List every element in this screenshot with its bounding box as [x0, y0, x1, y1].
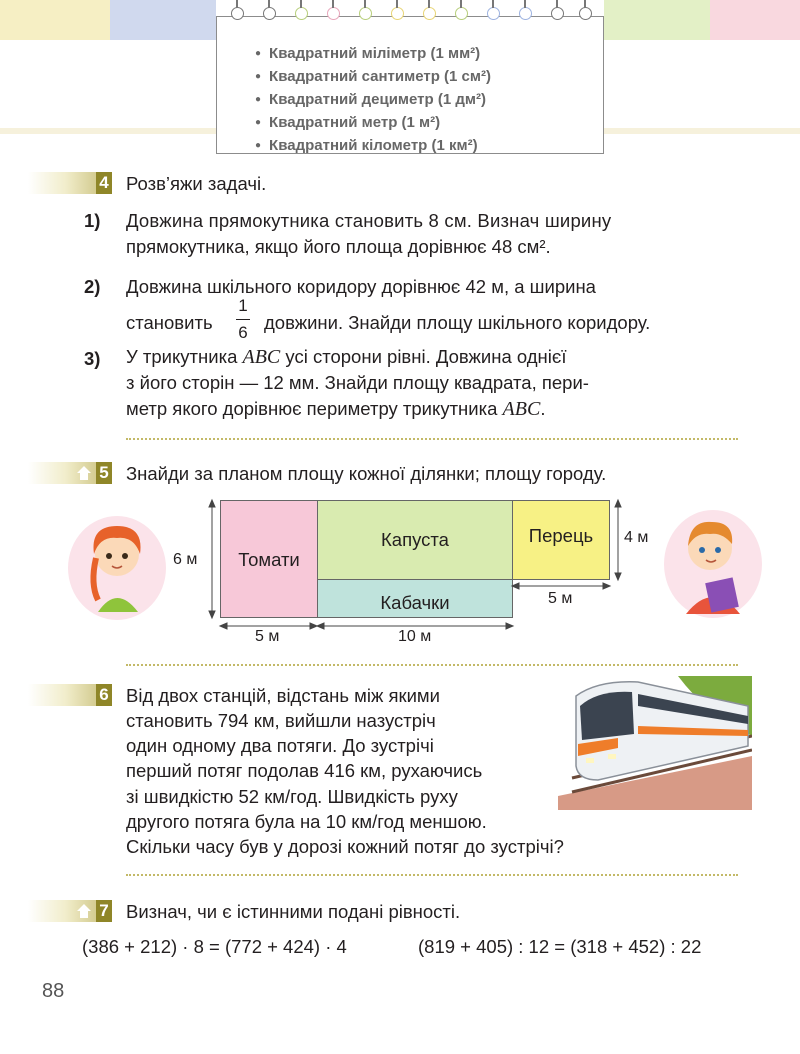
header-stripe — [710, 0, 800, 40]
task-text: Довжина прямокутника становить 8 см. Визнач ширину — [126, 210, 612, 231]
girl-illustration — [68, 504, 166, 620]
spiral-ring — [455, 7, 468, 20]
subtask-number: 3) — [84, 348, 101, 369]
task-text-part: метр якого дорівнює периметру трикутника — [126, 398, 498, 419]
section-divider — [126, 874, 738, 876]
unit-item: ● Квадратний сантиметр (1 см²) — [255, 66, 491, 89]
header-stripe — [604, 0, 710, 40]
task-text-part: У трикутника — [126, 346, 238, 367]
dimension-label: 5 м — [548, 590, 573, 607]
equation: (819 + 405) : 12 = (318 + 452) : 22 — [418, 936, 702, 957]
page-number: 88 — [42, 980, 65, 1002]
task-text — [126, 346, 566, 369]
fraction-denominator: 6 — [238, 323, 248, 343]
task-text: Довжина шкільного коридору дорівнює 42 м, а ширина — [126, 276, 596, 297]
task-title: Розв’яжи задачі. — [126, 173, 267, 194]
boy-illustration — [664, 502, 762, 618]
home-icon — [76, 465, 92, 481]
triangle-name: ABC — [242, 346, 281, 368]
fraction-bar — [236, 319, 250, 320]
task-text: перший потяг подолав 416 км, рухаючись — [126, 760, 483, 781]
fraction-numerator: 1 — [238, 296, 248, 315]
dimension-label: 4 м — [624, 529, 649, 546]
task-text — [126, 398, 545, 421]
section-divider — [126, 664, 738, 666]
spiral-ring — [519, 7, 532, 20]
home-icon — [76, 903, 92, 919]
spiral-ring — [359, 7, 372, 20]
task-text: Скільки часу був у дорозі кожний потяг до зустрічі? — [126, 836, 564, 857]
dimension-label: 10 м — [398, 628, 432, 645]
unit-item: ● Квадратний міліметр (1 мм²) — [255, 43, 491, 66]
dimension-lines — [200, 496, 630, 636]
header-stripe — [110, 0, 216, 40]
task-text-part: усі сторони рівні. Довжина однієї — [285, 346, 567, 367]
unit-item: ● Квадратний метр (1 м²) — [255, 112, 491, 135]
task-title: Знайди за планом площу кожної ділянки; площу городу. — [126, 463, 607, 484]
spiral-ring — [487, 7, 500, 20]
section-divider — [126, 438, 738, 440]
task-text: Від двох станцій, відстань між якими — [126, 685, 440, 706]
task-badge — [28, 684, 112, 706]
plot-label: Кабачки — [380, 592, 450, 613]
spiral-ring — [295, 7, 308, 20]
spiral-ring — [551, 7, 564, 20]
task-text: з його сторін — 12 мм. Знайди площу квадрата, пери- — [126, 372, 589, 393]
task-number: 7 — [96, 900, 112, 922]
dimension-label: 5 м — [255, 628, 280, 645]
task-text: другого потяга була на 10 км/год меншою. — [126, 811, 487, 832]
task-badge — [28, 900, 112, 922]
task-text: один одному два потяги. До зустрічі — [126, 735, 434, 756]
task-badge — [28, 462, 112, 484]
plot-label: Томати — [238, 549, 300, 570]
dimension-label: 6 м — [173, 551, 198, 568]
spiral-ring — [579, 7, 592, 20]
unit-item: ● Квадратний дециметр (1 дм²) — [255, 89, 491, 112]
equation: (386 + 212) · 8 = (772 + 424) · 4 — [82, 936, 347, 957]
task-text: довжини. Знайди площу шкільного коридору. — [264, 312, 651, 333]
triangle-name: ABC — [502, 398, 541, 420]
unit-item: ● Квадратний кілометр (1 км²) — [255, 135, 491, 158]
task-text: становить 794 км, вийшли назустріч — [126, 710, 436, 731]
task-number: 6 — [96, 684, 112, 706]
spiral-ring — [231, 7, 244, 20]
plot-label: Капуста — [381, 529, 449, 550]
units-list — [255, 43, 491, 158]
plot-label: Перець — [528, 525, 594, 546]
spiral-ring — [423, 7, 436, 20]
task-text: зі швидкістю 52 км/год. Швидкість руху — [126, 786, 458, 807]
task-number: 5 — [96, 462, 112, 484]
train-illustration — [558, 676, 752, 810]
task-text-part: . — [540, 398, 546, 419]
task-number: 4 — [96, 172, 112, 194]
fraction — [236, 296, 250, 343]
task-text: прямокутника, якщо його площа дорівнює 48 см². — [126, 236, 551, 257]
subtask-number: 1) — [84, 210, 101, 231]
spiral-ring — [391, 7, 404, 20]
subtask-number: 2) — [84, 276, 101, 297]
spiral-ring — [263, 7, 276, 20]
spiral-ring — [327, 7, 340, 20]
task-title: Визнач, чи є істинними подані рівності. — [126, 901, 461, 922]
header-stripe — [0, 0, 110, 40]
task-text: становить — [126, 312, 213, 333]
units-notebook — [216, 16, 604, 154]
task-badge — [28, 172, 112, 194]
